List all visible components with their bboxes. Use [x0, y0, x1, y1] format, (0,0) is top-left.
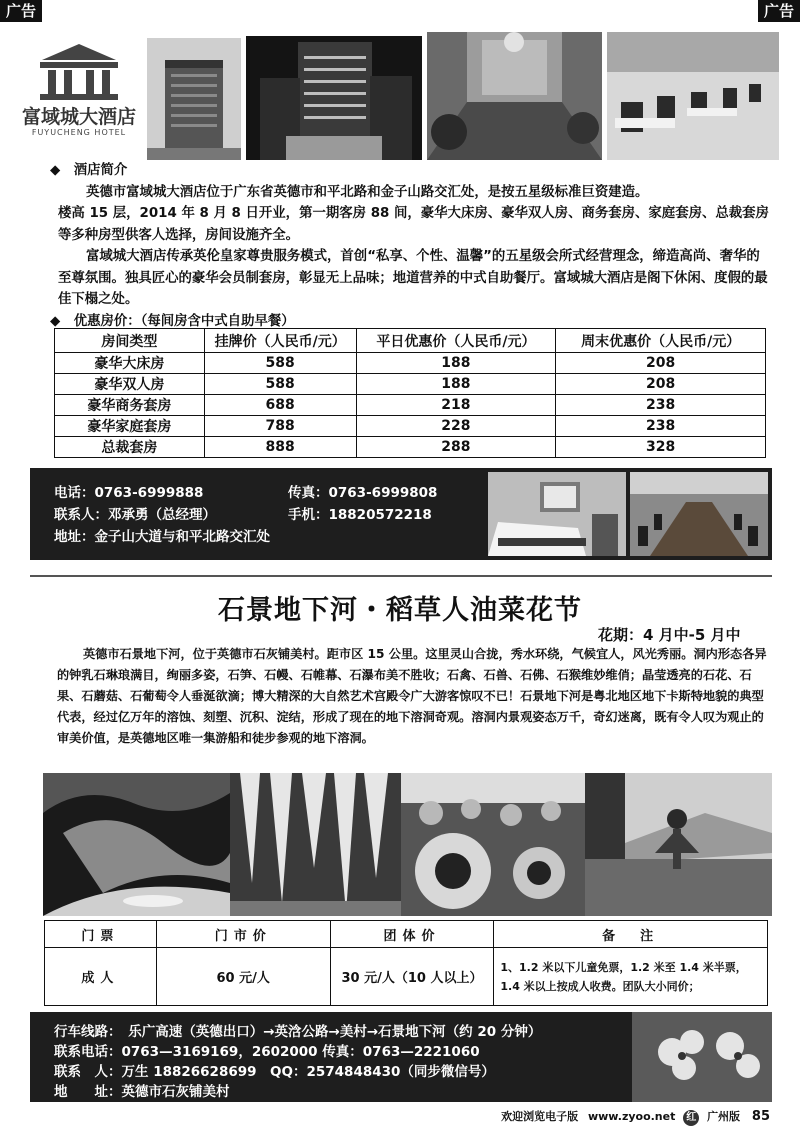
- hotel-intro: [50, 160, 773, 332]
- footer-edition: 广州版: [707, 1110, 741, 1123]
- ticket-note-line: 1.4 米以上按成人收费。团队大小同价；: [500, 979, 700, 993]
- room-weekend-price: 208: [556, 374, 766, 395]
- intro-heading: ◆ 酒店简介: [50, 163, 128, 178]
- table-row: [55, 374, 766, 395]
- room-weekday-price: 228: [356, 416, 556, 437]
- hotel-logo-name: 富域城大酒店: [21, 106, 136, 128]
- attraction-phone: 联系电话：0763—3169169，2602000 传真：0763—2221060: [54, 1044, 480, 1060]
- ticket-header-note: 备 注: [494, 921, 768, 948]
- ticket-header-type: 门票: [45, 921, 157, 948]
- hotel-night-photo: [246, 36, 422, 160]
- attraction-address: 地 址：英德市石灰铺美村: [54, 1084, 230, 1100]
- ticket-note-line: 1、1.2 米以下儿童免票，1.2 米至 1.4 米半票，: [500, 960, 747, 974]
- room-weekend-price: 208: [556, 353, 766, 374]
- room-list-price: 688: [204, 395, 356, 416]
- page-number: 85: [751, 1109, 770, 1124]
- flower-season: 花期：4 月中-5 月中: [598, 626, 741, 644]
- hotel-restaurant-photo: [607, 32, 779, 160]
- peach-blossom-photo: [632, 1012, 772, 1102]
- footer: [501, 1108, 770, 1126]
- stalactite-photo: [230, 773, 401, 916]
- table-row: [55, 395, 766, 416]
- ticket-header-price: 门市价: [156, 921, 330, 948]
- hotel-contact-bar: [30, 468, 772, 560]
- room-list-price: 588: [204, 353, 356, 374]
- room-list-price: 588: [204, 374, 356, 395]
- scarecrow-canola-photo: [585, 773, 772, 916]
- room-list-price: 788: [204, 416, 356, 437]
- room-type: 豪华双人房: [55, 374, 205, 395]
- hotel-lobby-photo: [427, 32, 602, 160]
- room-weekend-price: 238: [556, 395, 766, 416]
- room-weekend-price: 328: [556, 437, 766, 458]
- room-type: 总裁套房: [55, 437, 205, 458]
- room-weekday-price: 288: [356, 437, 556, 458]
- price-header-weekday: 平日优惠价（人民币/元）: [356, 329, 556, 353]
- table-row: [55, 353, 766, 374]
- hotel-building-logo-icon: [14, 40, 144, 102]
- room-type: 豪华商务套房: [55, 395, 205, 416]
- driving-route: 行车线路： 乐广高速（英德出口）→英浛公路→美村→石景地下河（约 20 分钟）: [54, 1024, 542, 1040]
- price-header-type: 房间类型: [55, 329, 205, 353]
- attraction-contact-person: 联系 人：万生 18826628699 QQ：2574848430（同步微信号）: [54, 1064, 495, 1080]
- attraction-description: 英德市石景地下河，位于英德市石灰铺美村。距市区 15 公里。这里灵山合拢，秀水环绕，气候宜人，风光秀丽。洞内形态各异的钟乳石琳琅满目，绚丽多姿，石笋、石幔、石帷幕、石瀑布美不胜收；石禽、石兽、石佛、石猴维妙维俏；晶莹透亮的石花、石果、石蘑菇、石葡萄令人垂涎欲滴；博大精深的大自然艺术宫殿令广大游客惊叹不已！石景地下河是粤北地区地下卡斯特地貌的典型代表，经过亿万年的溶蚀、刻塑、沉积、淀结，形成了现在的地下溶洞奇观。溶洞内景观姿态万千，奇幻迷离，既有令人叹为观止的审美价值，是英德地区唯一集游船和徒步参观的地下溶洞。: [57, 647, 767, 745]
- ticket-group-price: 30 元/人（10 人以上）: [330, 948, 494, 1006]
- price-heading: ◆ 优惠房价：（每间房含中式自助早餐）: [50, 313, 295, 329]
- ad-tag-left: 广告: [0, 0, 42, 22]
- room-weekend-price: 238: [556, 416, 766, 437]
- attraction-contact-bar: [30, 1012, 772, 1102]
- room-price-table: [54, 328, 766, 458]
- room-type: 豪华大床房: [55, 353, 205, 374]
- cave-river-photo: [43, 773, 230, 916]
- hotel-logo: [14, 40, 144, 140]
- room-list-price: 888: [204, 437, 356, 458]
- footer-site: www.zyoo.net: [587, 1110, 676, 1123]
- hotel-meeting-room-photo: [630, 472, 768, 556]
- ticket-header-group: 团体价: [330, 921, 494, 948]
- room-type: 豪华家庭套房: [55, 416, 205, 437]
- sunflower-photo: [401, 773, 585, 916]
- ad-tag-right: 广告: [758, 0, 800, 22]
- hotel-contact-person: 联系人：邓承勇（总经理）: [54, 507, 216, 523]
- hotel-logo-english: FUYUCHENG HOTEL: [31, 128, 127, 137]
- attraction-title: 石景地下河・稻草人油菜花节: [218, 595, 582, 626]
- price-header-list: 挂牌价（人民币/元）: [204, 329, 356, 353]
- hotel-exterior-photo: [147, 38, 241, 160]
- intro-paragraph-2: 富域城大酒店传承英伦皇家尊贵服务模式，首创“私享、个性、温馨”的五星级会所式经营理念，缔造高尚、奢华的至尊氛围。独具匠心的豪华会员制套房，彰显无上品味；地道营养的中式自助餐厅。富域城大酒店是阁下休闲、度假的最佳下榻之处。: [58, 249, 768, 307]
- hotel-address: 地址：金子山大道与和平北路交汇处: [54, 529, 270, 545]
- ticket-price: 60 元/人: [156, 948, 330, 1006]
- section-divider: [30, 575, 772, 577]
- ticket-note: [494, 948, 768, 1006]
- footer-badge-icon: 红: [683, 1110, 699, 1126]
- table-row: [55, 416, 766, 437]
- intro-paragraph-1-first: 英德市富域城大酒店位于广东省英德市和平北路和金子山路交汇处，是按五星级标准巨资建造。: [86, 184, 649, 200]
- hotel-room-photo: [488, 472, 626, 556]
- room-weekday-price: 188: [356, 353, 556, 374]
- intro-paragraph-1-rest: 楼高 15 层，2014 年 8 月 8 日开业，第一期客房 88 间，豪华大床房、豪华双人房、商务套房、家庭套房、总裁套房等多种房型供客人选择，房间设施齐全。: [58, 206, 769, 243]
- price-header-weekend: 周末优惠价（人民币/元）: [556, 329, 766, 353]
- footer-welcome: 欢迎浏览电子版: [501, 1110, 579, 1123]
- ticket-type: 成人: [45, 948, 157, 1006]
- ticket-price-table: [44, 920, 768, 1006]
- room-weekday-price: 218: [356, 395, 556, 416]
- hotel-phone: 电话：0763-6999888: [54, 485, 204, 501]
- hotel-mobile: 手机：18820572218: [288, 507, 432, 523]
- hotel-fax: 传真：0763-6999808: [288, 485, 438, 501]
- room-weekday-price: 188: [356, 374, 556, 395]
- table-row: [45, 948, 768, 1006]
- table-row: [55, 437, 766, 458]
